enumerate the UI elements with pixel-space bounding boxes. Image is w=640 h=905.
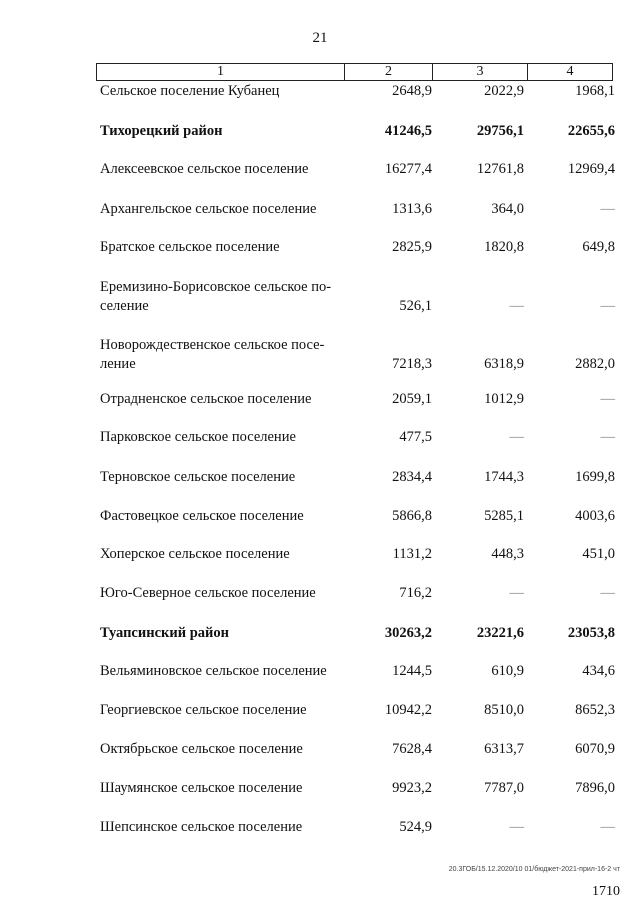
row-value-col-2: 524,9: [399, 819, 432, 835]
row-value-col-4: 8652,3: [575, 702, 615, 718]
row-name: [100, 278, 348, 316]
row-value-col-3: —: [509, 298, 524, 314]
row-name: [100, 82, 348, 101]
row-value-col-3: 2022,9: [484, 83, 524, 99]
table-row: [0, 200, 640, 220]
row-value-col-2: 1313,6: [392, 201, 432, 217]
row-value-col-2: 41246,5: [384, 123, 432, 139]
row-value-col-2: 2648,9: [392, 83, 432, 99]
row-name-line: ление: [100, 356, 136, 372]
row-name: [100, 238, 348, 257]
row-name: [100, 624, 348, 643]
row-value-col-3: 1744,3: [484, 469, 524, 485]
row-name: [100, 545, 348, 564]
column-header-3: 3: [432, 64, 527, 80]
table-row: [0, 507, 640, 527]
row-value-col-3: 12761,8: [476, 161, 524, 177]
row-name: [100, 200, 348, 219]
row-value-col-4: —: [600, 819, 615, 835]
row-name-line: Парковское сельское поселение: [100, 429, 296, 445]
row-value-col-4: 4003,6: [575, 508, 615, 524]
row-name: [100, 160, 348, 179]
row-name-line: Хоперское сельское поселение: [100, 546, 290, 562]
row-name-line: Архангельское сельское поселение: [100, 201, 317, 217]
table-row: [0, 336, 640, 372]
row-value-col-3: 29756,1: [476, 123, 524, 139]
table-row: [0, 779, 640, 799]
table-row: [0, 82, 640, 102]
row-name-line: Георгиевское сельское поселение: [100, 702, 307, 718]
row-value-col-3: 610,9: [491, 663, 524, 679]
table-row: [0, 278, 640, 314]
page-number: 21: [312, 30, 328, 46]
table-row-district: [0, 122, 640, 142]
row-value-col-3: —: [509, 429, 524, 445]
table-row: [0, 390, 640, 410]
table-row: [0, 238, 640, 258]
table-row: [0, 160, 640, 180]
row-value-col-4: 649,8: [582, 239, 615, 255]
table-row-district: [0, 624, 640, 644]
row-name-line: Шаумянское сельское поселение: [100, 780, 303, 796]
row-value-col-2: 7628,4: [392, 741, 432, 757]
row-value-col-2: 9923,2: [392, 780, 432, 796]
row-value-col-2: 1131,2: [392, 546, 432, 562]
row-value-col-3: 1012,9: [484, 391, 524, 407]
row-value-col-4: —: [600, 201, 615, 217]
row-value-col-3: 1820,8: [484, 239, 524, 255]
table-row: [0, 584, 640, 604]
row-name-line: Вельяминовское сельское поселение: [100, 663, 327, 679]
row-value-col-2: 716,2: [399, 585, 432, 601]
row-value-col-2: 2834,4: [392, 469, 432, 485]
row-value-col-3: 23221,6: [476, 625, 524, 641]
row-value-col-4: 22655,6: [567, 123, 615, 139]
row-name-line: Шепсинское сельское поселение: [100, 819, 303, 835]
row-value-col-2: 5866,8: [392, 508, 432, 524]
row-value-col-2: 2825,9: [392, 239, 432, 255]
row-value-col-3: 7787,0: [484, 780, 524, 796]
row-value-col-3: 6318,9: [484, 356, 524, 372]
row-value-col-2: 16277,4: [384, 161, 432, 177]
row-value-col-4: —: [600, 429, 615, 445]
row-value-col-2: 7218,3: [392, 356, 432, 372]
row-name: [100, 662, 348, 681]
row-name-line: Еремизино-Борисовское сельское по-: [100, 279, 332, 295]
table-row: [0, 468, 640, 488]
row-value-col-2: 2059,1: [392, 391, 432, 407]
row-value-col-2: 10942,2: [384, 702, 432, 718]
row-value-col-2: 30263,2: [384, 625, 432, 641]
row-value-col-4: 2882,0: [575, 356, 615, 372]
table-row: [0, 740, 640, 760]
row-name-line: Туапсинский район: [100, 625, 229, 641]
row-value-col-2: 526,1: [399, 298, 432, 314]
row-value-col-3: 8510,0: [484, 702, 524, 718]
row-value-col-4: 1968,1: [575, 83, 615, 99]
table-row: [0, 662, 640, 682]
row-name: [100, 740, 348, 759]
row-name: [100, 390, 348, 409]
row-name: [100, 468, 348, 487]
row-name-line: Братское сельское поселение: [100, 239, 280, 255]
row-name-line: Фастовецкое сельское поселение: [100, 508, 304, 524]
row-name-line: Терновское сельское поселение: [100, 469, 296, 485]
table-row: [0, 545, 640, 565]
row-value-col-3: 5285,1: [484, 508, 524, 524]
row-name-line: Отрадненское сельское поселение: [100, 391, 312, 407]
document-footer-code: 20.3ГОБ/15.12.2020/10 01/бюджет-2021-прил-16-2 чт: [448, 866, 620, 873]
registration-number: 1710: [592, 884, 620, 899]
row-value-col-2: 1244,5: [392, 663, 432, 679]
row-name: [100, 584, 348, 603]
row-value-col-3: —: [509, 819, 524, 835]
row-name: [100, 507, 348, 526]
row-name-line: Октябрьское сельское поселение: [100, 741, 303, 757]
row-value-col-4: 1699,8: [575, 469, 615, 485]
row-name: [100, 701, 348, 720]
row-value-col-4: 6070,9: [575, 741, 615, 757]
row-name-line: Алексеевское сельское поселение: [100, 161, 309, 177]
row-name: [100, 428, 348, 447]
table-row: [0, 428, 640, 448]
row-value-col-4: 434,6: [582, 663, 615, 679]
row-name-line: Тихорецкий район: [100, 123, 223, 139]
row-value-col-4: —: [600, 391, 615, 407]
row-name-line: селение: [100, 298, 149, 314]
row-name-line: Юго-Северное сельское поселение: [100, 585, 316, 601]
row-value-col-3: —: [509, 585, 524, 601]
row-name: [100, 122, 348, 141]
row-value-col-3: 6313,7: [484, 741, 524, 757]
row-value-col-4: —: [600, 298, 615, 314]
table-row: [0, 818, 640, 838]
table-header: [96, 63, 613, 81]
table-row: [0, 701, 640, 721]
row-value-col-4: —: [600, 585, 615, 601]
row-name-line: Новорождественское сельское посе-: [100, 337, 325, 353]
column-header-4: 4: [527, 64, 612, 80]
column-header-2: 2: [344, 64, 432, 80]
row-value-col-4: 12969,4: [567, 161, 615, 177]
row-value-col-4: 23053,8: [567, 625, 615, 641]
row-name: [100, 779, 348, 798]
row-name: [100, 818, 348, 837]
row-value-col-4: 451,0: [582, 546, 615, 562]
row-value-col-3: 448,3: [491, 546, 524, 562]
column-header-1: 1: [217, 64, 224, 79]
row-name-line: Сельское поселение Кубанец: [100, 83, 280, 99]
row-value-col-4: 7896,0: [575, 780, 615, 796]
row-value-col-2: 477,5: [399, 429, 432, 445]
row-name: [100, 336, 348, 374]
row-value-col-3: 364,0: [491, 201, 524, 217]
